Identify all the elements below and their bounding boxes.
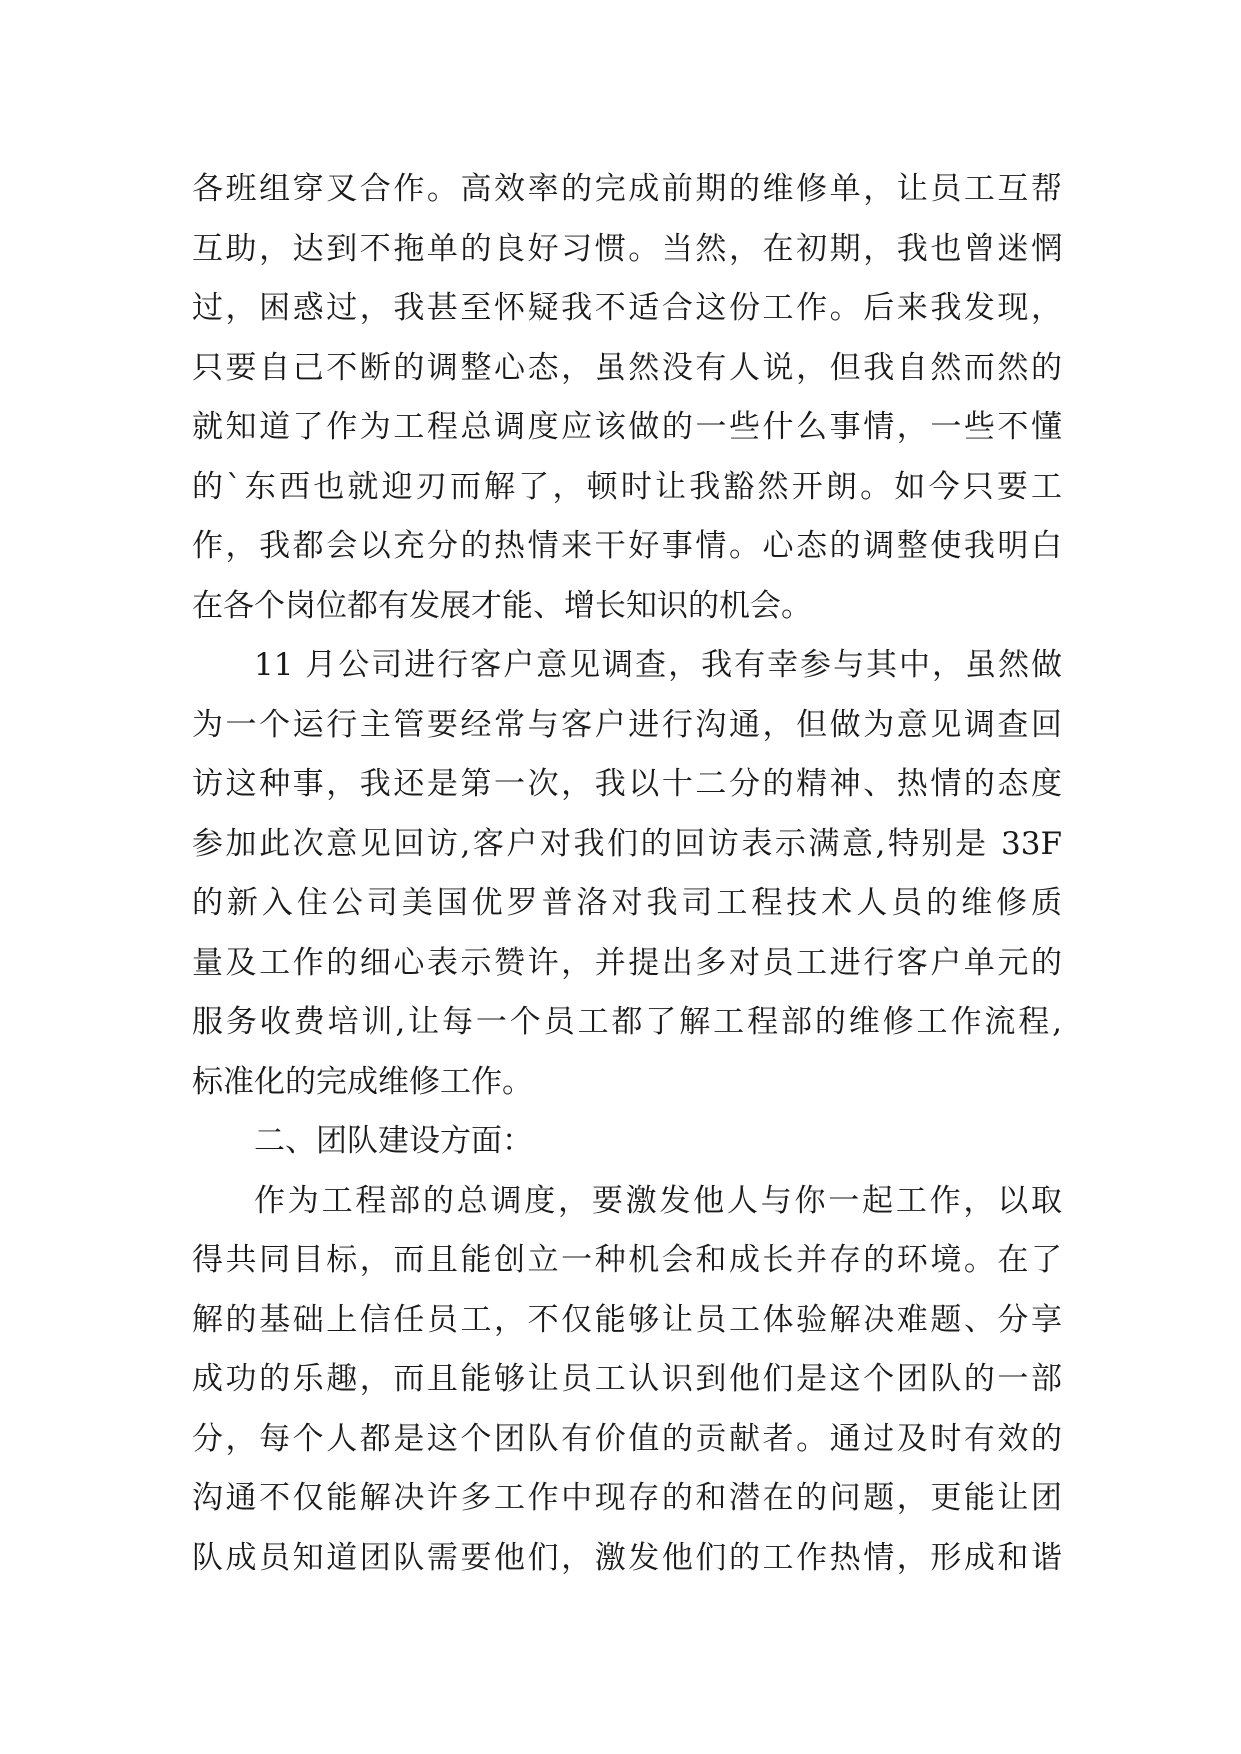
text-line: 11 月公司进行客户意见调查，我有幸参与其中，虽然做 — [254, 647, 1062, 683]
text-line: 得共同目标，而且能创立一种机会和成长并存的环境。在了 — [192, 1242, 1062, 1278]
paragraph-3 — [192, 1172, 1062, 1589]
text-line: 的`东西也就迎刃而解了，顿时让我豁然开朗。如今只要工 — [192, 468, 1062, 505]
text-line: 作为工程部的总调度，要激发他人与你一起工作，以取 — [254, 1182, 1062, 1219]
text-line: 就知道了作为工程总调度应该做的一些什么事情，一些不懂 — [192, 409, 1062, 445]
text-line: 互助，达到不拖单的良好习惯。当然，在初期，我也曾迷惘 — [192, 230, 1062, 267]
text-line: 为一个运行主管要经常与客户进行沟通，但做为意见调查回 — [192, 706, 1062, 743]
paragraph-1 — [192, 160, 1062, 636]
text-line: 只要自己不断的调整心态，虽然没有人说，但我自然而然的 — [192, 349, 1062, 386]
text-line: 服务收费培训,让每一个员工都了解工程部的维修工作流程, — [192, 1004, 1062, 1040]
text-line: 沟通不仅能解决许多工作中现存的和潜在的问题，更能让团 — [192, 1480, 1062, 1516]
section-heading: 二、团队建设方面： — [254, 1123, 533, 1159]
text-line: 解的基础上信任员工，不仅能够让员工体验解决难题、分享 — [192, 1301, 1062, 1338]
document-body — [192, 160, 1062, 1588]
text-line: 分，每个人都是这个团队有价值的贡献者。通过及时有效的 — [192, 1420, 1062, 1457]
text-line: 的新入住公司美国优罗普洛对我司工程技术人员的维修质 — [192, 885, 1062, 921]
text-line: 成功的乐趣，而且能够让员工认识到他们是这个团队的一部 — [192, 1361, 1062, 1397]
text-line: 量及工作的细心表示赞许，并提出多对员工进行客户单元的 — [192, 944, 1062, 981]
text-line: 各班组穿叉合作。高效率的完成前期的维修单，让员工互帮 — [192, 171, 1062, 207]
text-line: 标准化的完成维修工作。 — [192, 1063, 533, 1100]
text-line: 在各个岗位都有发展才能、增长知识的机会。 — [192, 587, 812, 624]
text-line: 访这种事，我还是第一次，我以十二分的精神、热情的态度 — [192, 766, 1062, 802]
text-line: 队成员知道团队需要他们，激发他们的工作热情，形成和谐 — [192, 1539, 1062, 1576]
text-line: 作，我都会以充分的热情来干好事情。心态的调整使我明白 — [192, 528, 1062, 564]
text-line: 过，困惑过，我甚至怀疑我不适合这份工作。后来我发现， — [192, 290, 1062, 326]
text-line: 参加此次意见回访,客户对我们的回访表示满意,特别是 33F — [192, 825, 1062, 862]
paragraph-2 — [192, 636, 1062, 1112]
